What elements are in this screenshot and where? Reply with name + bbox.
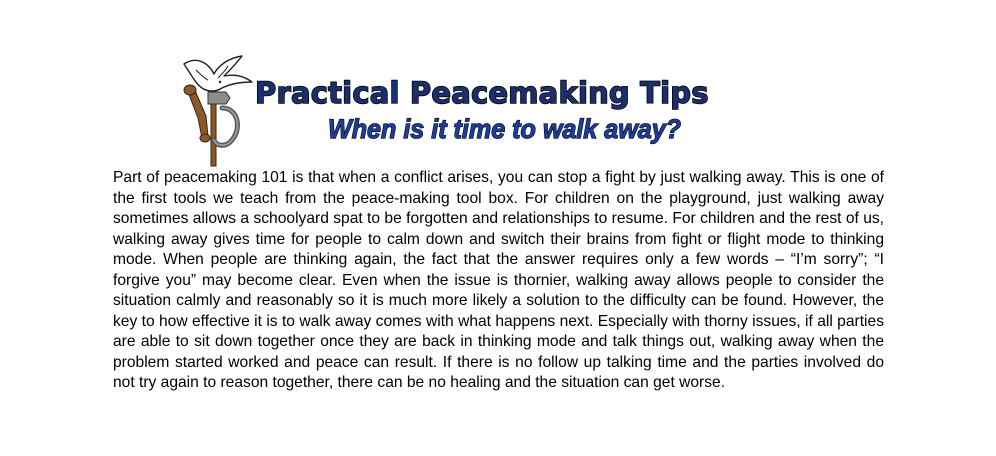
peace-tools-dove-icon [178,52,258,168]
page-title: Practical Peacemaking Tips [255,76,709,110]
page-subtitle: When is it time to walk away? [328,114,682,144]
body-paragraph: Part of peacemaking 101 is that when a conflict arises, you can stop a fight by just walking away. This is one of the first tools we teach from the peace-making tool box. For children on the playground, just walking away sometimes allows a schoolyard spat to be forgotten and relationships to resume. For children and the rest of us, walking away gives time for people to calm down and switch their brains from fight or flight mode to thinking mode. When people are thinking again, the fact that the answer requires only a few words – “I’m sorry”; “I forgive you” may become clear. Even when the issue is thornier, walking away allows people to consider the situation calmly and reasonably so it is much more likely a solution to the difficulty can be found. However, the key to how effective it is to walk away comes with what happens next. Especially with thorny issues, if all parties are able to sit down together once they are back in thinking mode and talk things out, walking away when the problem started worked and peace can result. If there is no follow up talking time and the parties involved do not try again to reason together, there can be no healing and the situation can get worse. [113,169,884,391]
